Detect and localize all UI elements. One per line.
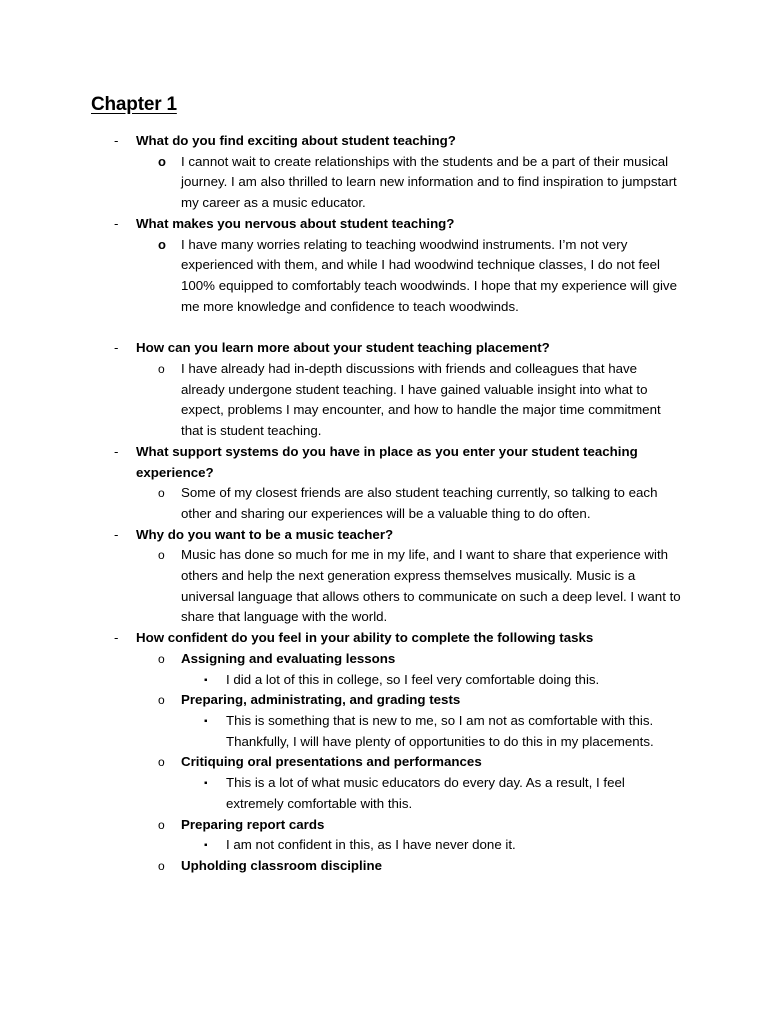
question-text: Why do you want to be a music teacher? [136, 526, 394, 542]
page-title: Chapter 1 [91, 94, 177, 115]
task-answer-item [0, 670, 768, 691]
question-item [0, 628, 768, 649]
task-text: Preparing report cards [181, 816, 325, 832]
answer-item [0, 483, 768, 524]
dash-bullet: - [114, 526, 119, 542]
question-item [0, 525, 768, 546]
task-text: Critiquing oral presentations and performances [181, 754, 482, 770]
question-item [0, 442, 768, 483]
circle-bullet: o [158, 858, 165, 873]
answer-text: I have many worries relating to teaching woodwind instruments. I’m not very experienced with them, and while I had woodwind technique classes, I do not feel 100% equipped to comfortably teach woodwinds. I hope that my experience will give me more knowledge and confidence to teach woodwinds. [181, 236, 677, 314]
dash-bullet: - [114, 443, 119, 459]
question-text: How confident do you feel in your ability to complete the following tasks [136, 630, 594, 646]
task-text: Preparing, administrating, and grading tests [181, 692, 461, 708]
square-bullet: ▪ [204, 715, 208, 727]
answer-text: Music has done so much for me in my life, and I want to share that experience with others and help the next generation express themselves musically. Music is a universal language that allows others to communicate on such a deep level. I want to share that language with the world. [181, 547, 681, 625]
question-text: How can you learn more about your student teaching placement? [136, 340, 550, 356]
circle-bullet: o [158, 362, 165, 377]
answer-text: I cannot wait to create relationships with the students and be a part of their musical journey. I am also thrilled to learn new information and to find inspiration to jumpstart my career as a music educator. [181, 153, 677, 211]
task-text: Assigning and evaluating lessons [181, 650, 396, 666]
square-bullet: ▪ [204, 778, 208, 790]
circle-bullet: o [158, 548, 165, 563]
dash-bullet: - [114, 340, 119, 356]
question-item [0, 338, 768, 359]
task-item [0, 690, 768, 711]
circle-bullet: o [158, 236, 166, 252]
answer-text: I have already had in-depth discussions with friends and colleagues that have already undergone student teaching. I have gained valuable insight into what to expect, problems I may encounter, and how to handle the major time commitment that is student teaching. [181, 361, 661, 439]
circle-bullet: o [158, 486, 165, 501]
question-text: What support systems do you have in place as you enter your student teaching experience? [136, 443, 638, 480]
task-answer-text: I did a lot of this in college, so I feel very comfortable doing this. [226, 671, 600, 687]
answer-item [0, 152, 768, 214]
task-item [0, 649, 768, 670]
task-text: Upholding classroom discipline [181, 857, 382, 873]
task-answer-text: This is something that is new to me, so I am not as comfortable with this. Thankfully, I will have plenty of opportunities to do this in my placements. [226, 712, 654, 749]
task-answer-text: This is a lot of what music educators do every day. As a result, I feel extremely comfortable with this. [226, 775, 625, 811]
question-text: What do you find exciting about student teaching? [136, 133, 456, 148]
dash-bullet: - [114, 630, 119, 646]
task-item [0, 856, 768, 877]
circle-bullet: o [158, 153, 166, 169]
blank-line [0, 317, 768, 338]
circle-bullet: o [158, 693, 165, 708]
answer-text: Some of my closest friends are also student teaching currently, so talking to each other and sharing our experiences will be a valuable thing to do often. [181, 485, 658, 521]
answer-item [0, 359, 768, 442]
task-answer-item [0, 711, 768, 752]
square-bullet: ▪ [204, 840, 208, 852]
dash-bullet: - [114, 133, 119, 148]
circle-bullet: o [158, 817, 165, 832]
question-item [0, 131, 768, 152]
question-item [0, 214, 768, 235]
question-list [0, 131, 768, 877]
task-item [0, 815, 768, 836]
task-item [0, 752, 768, 773]
circle-bullet: o [158, 755, 165, 770]
square-bullet: ▪ [204, 674, 208, 686]
answer-item [0, 545, 768, 628]
dash-bullet: - [114, 215, 119, 231]
task-answer-item [0, 773, 768, 814]
circle-bullet: o [158, 651, 165, 666]
answer-item [0, 235, 768, 318]
task-answer-text: I am not confident in this, as I have never done it. [226, 837, 516, 853]
question-text: What makes you nervous about student teaching? [136, 215, 455, 231]
task-answer-item [0, 835, 768, 856]
